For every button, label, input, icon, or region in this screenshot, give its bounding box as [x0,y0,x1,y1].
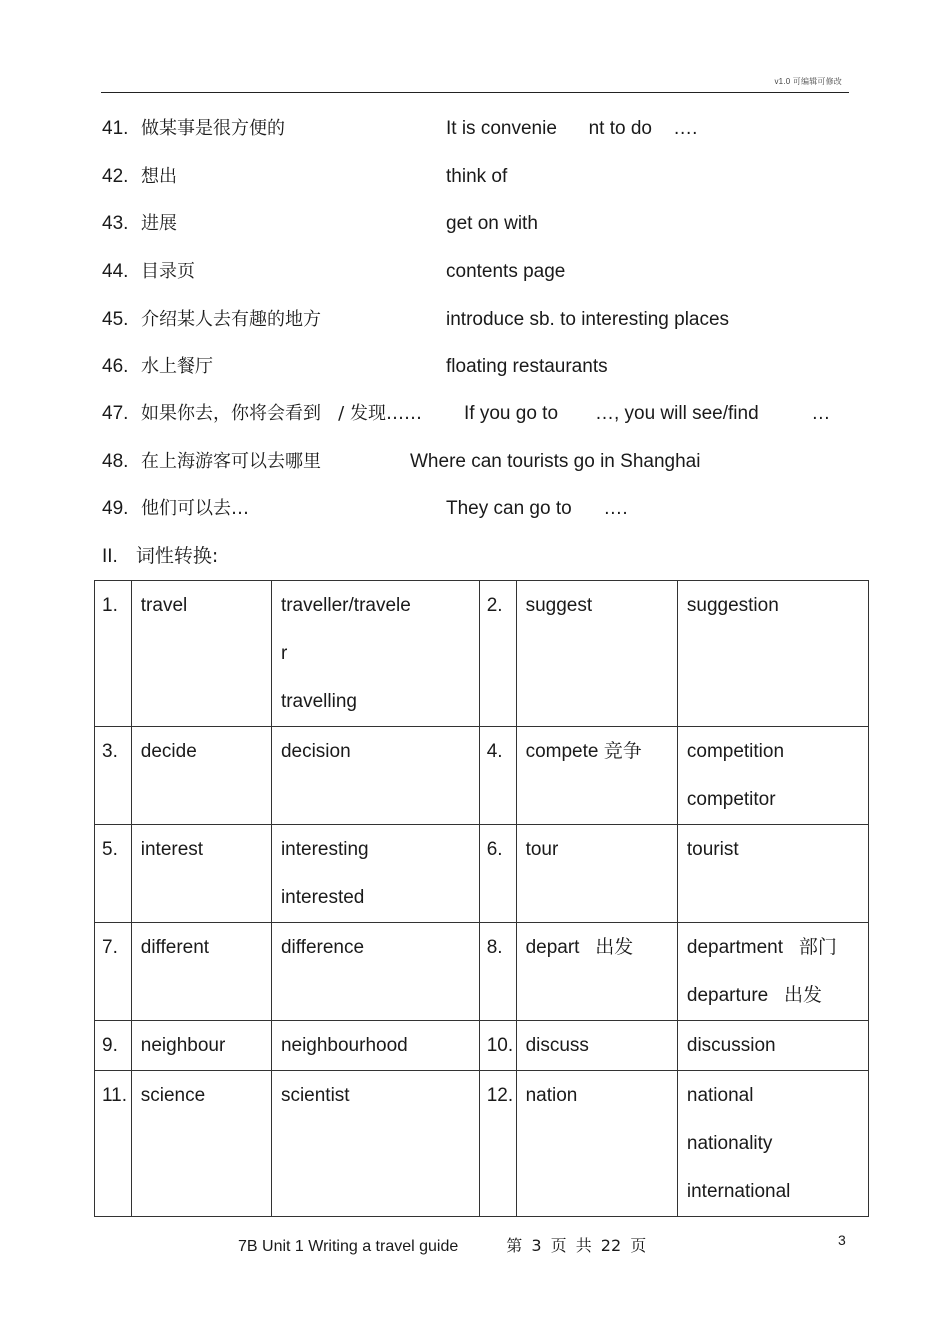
derived-form: r [280,643,288,664]
vocab-number: 43. [102,213,129,234]
vocab-chinese: 进展 [141,213,177,234]
base-word: science [131,1071,271,1217]
item-number: 5. [95,825,132,923]
table-row [95,1021,869,1071]
derived-form: travelling [280,691,357,712]
vocab-chinese: 他们可以去… [141,498,249,519]
base-word: depart 出发 [516,923,677,1021]
item-number: 4. [479,727,516,825]
derived-form: nationality [686,1133,773,1154]
derived-form: neighbourhood [280,1035,408,1056]
derived-forms [271,923,479,1021]
vocab-english: It is convenie nt to do …. [446,118,698,139]
derived-form: international [686,1181,791,1202]
derived-forms [271,727,479,825]
derived-forms [677,825,868,923]
table-row [95,727,869,825]
table-row [95,1071,869,1217]
vocab-number: 44. [102,261,129,282]
table-row [95,923,869,1021]
base-word: travel [131,581,271,727]
derived-forms [677,727,868,825]
vocab-chinese: 目录页 [141,261,195,282]
vocab-english: think of [446,166,508,187]
item-number: 1. [95,581,132,727]
base-word: interest [131,825,271,923]
vocab-chinese: 如果你去，你将会看到 / 发现…… [141,403,422,424]
page-footer [238,1233,646,1256]
vocab-english: contents page [446,261,566,282]
section-title [102,544,218,569]
table-row [95,825,869,923]
vocab-number: 45. [102,309,129,330]
vocab-english: get on with [446,213,538,234]
derived-forms [271,1071,479,1217]
item-number: 10. [479,1021,516,1071]
derived-form: interested [280,887,365,908]
derived-forms [677,1071,868,1217]
section-title-text: 词性转换: [135,545,219,567]
header-rule [101,92,849,93]
derived-form: traveller/travele [280,595,411,616]
derived-form: department 部门 [686,937,837,958]
header-note: v1.0 可编辑可修改 [774,77,842,86]
vocab-chinese: 想出 [141,166,177,187]
derived-form: discussion [686,1035,776,1056]
item-number: 8. [479,923,516,1021]
derived-forms [677,923,868,1021]
vocab-english: floating restaurants [446,356,608,377]
vocab-english: If you go to …, you will see/find … [464,403,831,424]
vocab-number: 49. [102,498,129,519]
table-row [95,581,869,727]
derived-form: departure 出发 [686,985,823,1006]
vocab-number: 41. [102,118,129,139]
derived-forms [677,1021,868,1071]
base-word: discuss [516,1021,677,1071]
base-word: compete 竞争 [516,727,677,825]
section-roman-numeral: II. [102,546,118,567]
base-word: neighbour [131,1021,271,1071]
vocab-chinese: 水上餐厅 [141,356,213,377]
derived-forms [271,1021,479,1071]
derived-form: national [686,1085,754,1106]
derived-forms [271,825,479,923]
item-number: 6. [479,825,516,923]
derived-form: competitor [686,789,776,810]
item-number: 12. [479,1071,516,1217]
word-conversion-table [94,580,869,1217]
vocab-english: Where can tourists go in Shanghai [410,451,701,472]
item-number: 3. [95,727,132,825]
base-word: tour [516,825,677,923]
derived-form: competition [686,741,785,762]
derived-forms [677,581,868,727]
footer-title: 7B Unit 1 Writing a travel guide [238,1238,459,1255]
base-word: decide [131,727,271,825]
footer-page-info: 第 3 页 共 22 页 [506,1236,647,1255]
vocab-number: 47. [102,403,129,424]
derived-form: interesting [280,839,369,860]
item-number: 2. [479,581,516,727]
item-number: 7. [95,923,132,1021]
vocab-english: They can go to …. [446,498,628,519]
derived-form: tourist [686,839,739,860]
base-word: suggest [516,581,677,727]
derived-form: difference [280,937,365,958]
base-word: nation [516,1071,677,1217]
vocab-english: introduce sb. to interesting places [446,309,730,330]
derived-form: decision [280,741,351,762]
item-number: 11. [95,1071,132,1217]
vocab-number: 42. [102,166,129,187]
vocab-chinese: 在上海游客可以去哪里 [141,451,321,472]
item-number: 9. [95,1021,132,1071]
vocab-chinese: 做某事是很方便的 [141,118,285,139]
page-number: 3 [838,1232,846,1248]
vocab-chinese: 介绍某人去有趣的地方 [141,309,321,330]
vocab-number: 48. [102,451,129,472]
base-word: different [131,923,271,1021]
vocab-number: 46. [102,356,129,377]
derived-forms [271,581,479,727]
derived-form: suggestion [686,595,779,616]
derived-form: scientist [280,1085,350,1106]
